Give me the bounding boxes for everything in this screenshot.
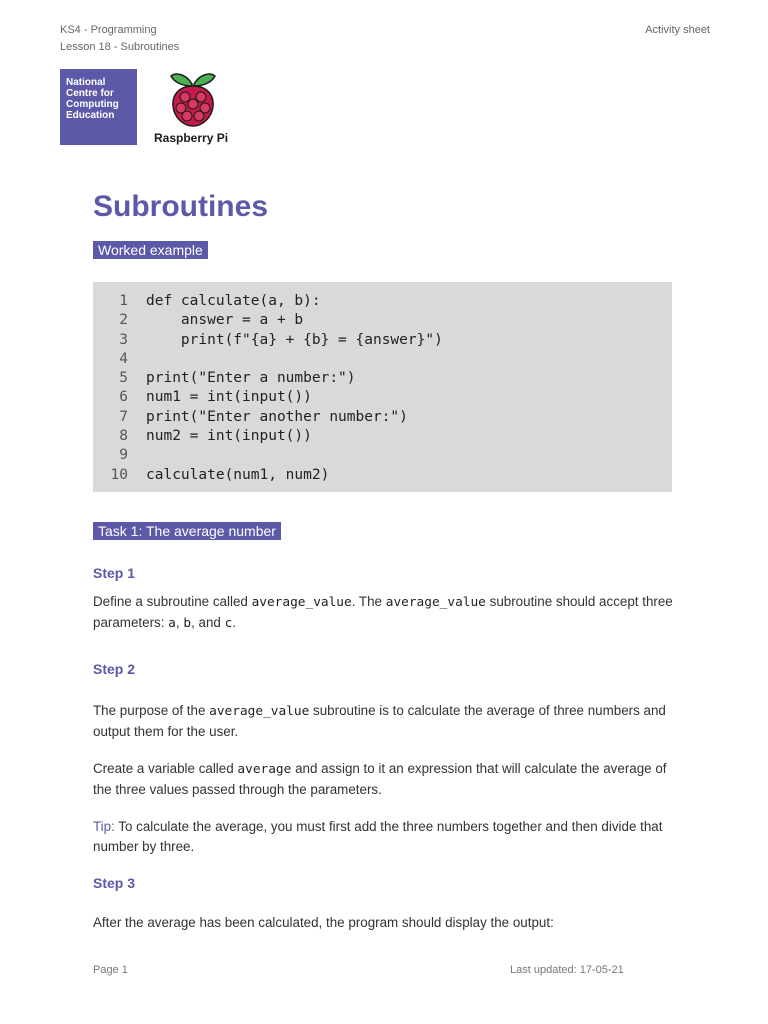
code-text: print("Enter a number:") (146, 370, 356, 387)
step3-heading: Step 3 (93, 875, 136, 891)
line-number: 4 (119, 350, 128, 367)
worked-example-tag: Worked example (93, 241, 208, 259)
line-number: 9 (119, 447, 128, 464)
line-number: 6 (119, 389, 128, 406)
code-line (93, 427, 672, 446)
line-number: 3 (119, 331, 128, 348)
inline-code: a (168, 615, 176, 631)
text-run: The purpose of the (93, 703, 210, 718)
step3-text: After the average has been calculated, the program should display the output: (93, 915, 554, 930)
inline-code: c (224, 615, 233, 631)
code-text: calculate(num1, num2) (146, 466, 330, 483)
ncce-logo-line: National (66, 77, 106, 88)
doc-type-label: Activity sheet (645, 24, 710, 36)
code-text: def calculate(a, b): (146, 293, 321, 309)
code-line (93, 350, 672, 369)
raspberry-pi-wordmark: Raspberry Pi (154, 131, 229, 145)
raspberry-pi-logo (150, 70, 240, 150)
line-number: 1 (119, 293, 128, 309)
text-run: . (232, 614, 237, 630)
ncce-logo-line: Computing (66, 99, 119, 110)
inline-code: average_value (209, 704, 310, 719)
code-text: num1 = int(input()) (146, 389, 312, 406)
code-text: num2 = int(input()) (146, 428, 312, 445)
code-text: print(f"{a} + {b} = {answer}") (146, 331, 443, 348)
tip-text: To calculate the average, you must first add the three numbers together and then divide that number by three. (93, 819, 663, 854)
raspberry-icon (168, 70, 218, 128)
course-label: KS4 - Programming (60, 24, 157, 36)
text-run: subroutine is to calculate the average of three numbers and output them for the user. (93, 703, 666, 739)
code-line (93, 466, 672, 485)
header-left (60, 22, 179, 56)
last-updated: Last updated: 17-05-21 (510, 964, 624, 976)
tip-label: Tip: (93, 819, 115, 834)
lesson-label: Lesson 18 - Subroutines (60, 41, 180, 53)
ncce-logo-line: Education (66, 110, 115, 121)
step2-paragraph-2 (93, 759, 683, 799)
text-run: Define a subroutine called (93, 594, 252, 609)
text-run: Create a variable called (93, 761, 238, 776)
task-tag: Task 1: The average number (93, 522, 281, 540)
inline-code: average_value (385, 595, 486, 610)
tip-paragraph (93, 817, 683, 856)
line-number: 2 (119, 312, 128, 329)
text-run: and assign to it an expression that will calculate the average of the three values passed through the parameters. (93, 761, 667, 797)
code-text: print("Enter another number:") (146, 408, 408, 425)
line-number: 8 (119, 428, 128, 445)
line-number: 10 (110, 466, 128, 483)
inline-code: b (183, 615, 192, 631)
line-number: 5 (119, 370, 128, 387)
code-line (93, 408, 672, 427)
step2-paragraph-1 (93, 701, 683, 741)
code-line (93, 388, 672, 407)
page-title: Subroutines (93, 190, 269, 223)
inline-code: average (237, 762, 292, 777)
code-line (93, 311, 672, 330)
step1-heading: Step 1 (93, 565, 136, 581)
text-run: subroutine should accept three parameters: (93, 594, 673, 630)
text-run: . The (351, 594, 386, 609)
line-number: 7 (119, 408, 128, 425)
page-number: Page 1 (93, 964, 128, 976)
text-run: , and (191, 614, 225, 630)
code-line (93, 292, 672, 311)
text-run: , (175, 614, 184, 630)
inline-code: average_value (251, 595, 352, 610)
step2-heading: Step 2 (93, 661, 136, 677)
code-line (93, 446, 672, 465)
code-line (93, 331, 672, 350)
code-block (93, 282, 672, 492)
code-text: answer = a + b (146, 312, 304, 329)
ncce-logo-line: Centre for (66, 88, 114, 99)
step1-text (93, 592, 683, 633)
code-line (93, 369, 672, 388)
ncce-logo (60, 69, 137, 145)
